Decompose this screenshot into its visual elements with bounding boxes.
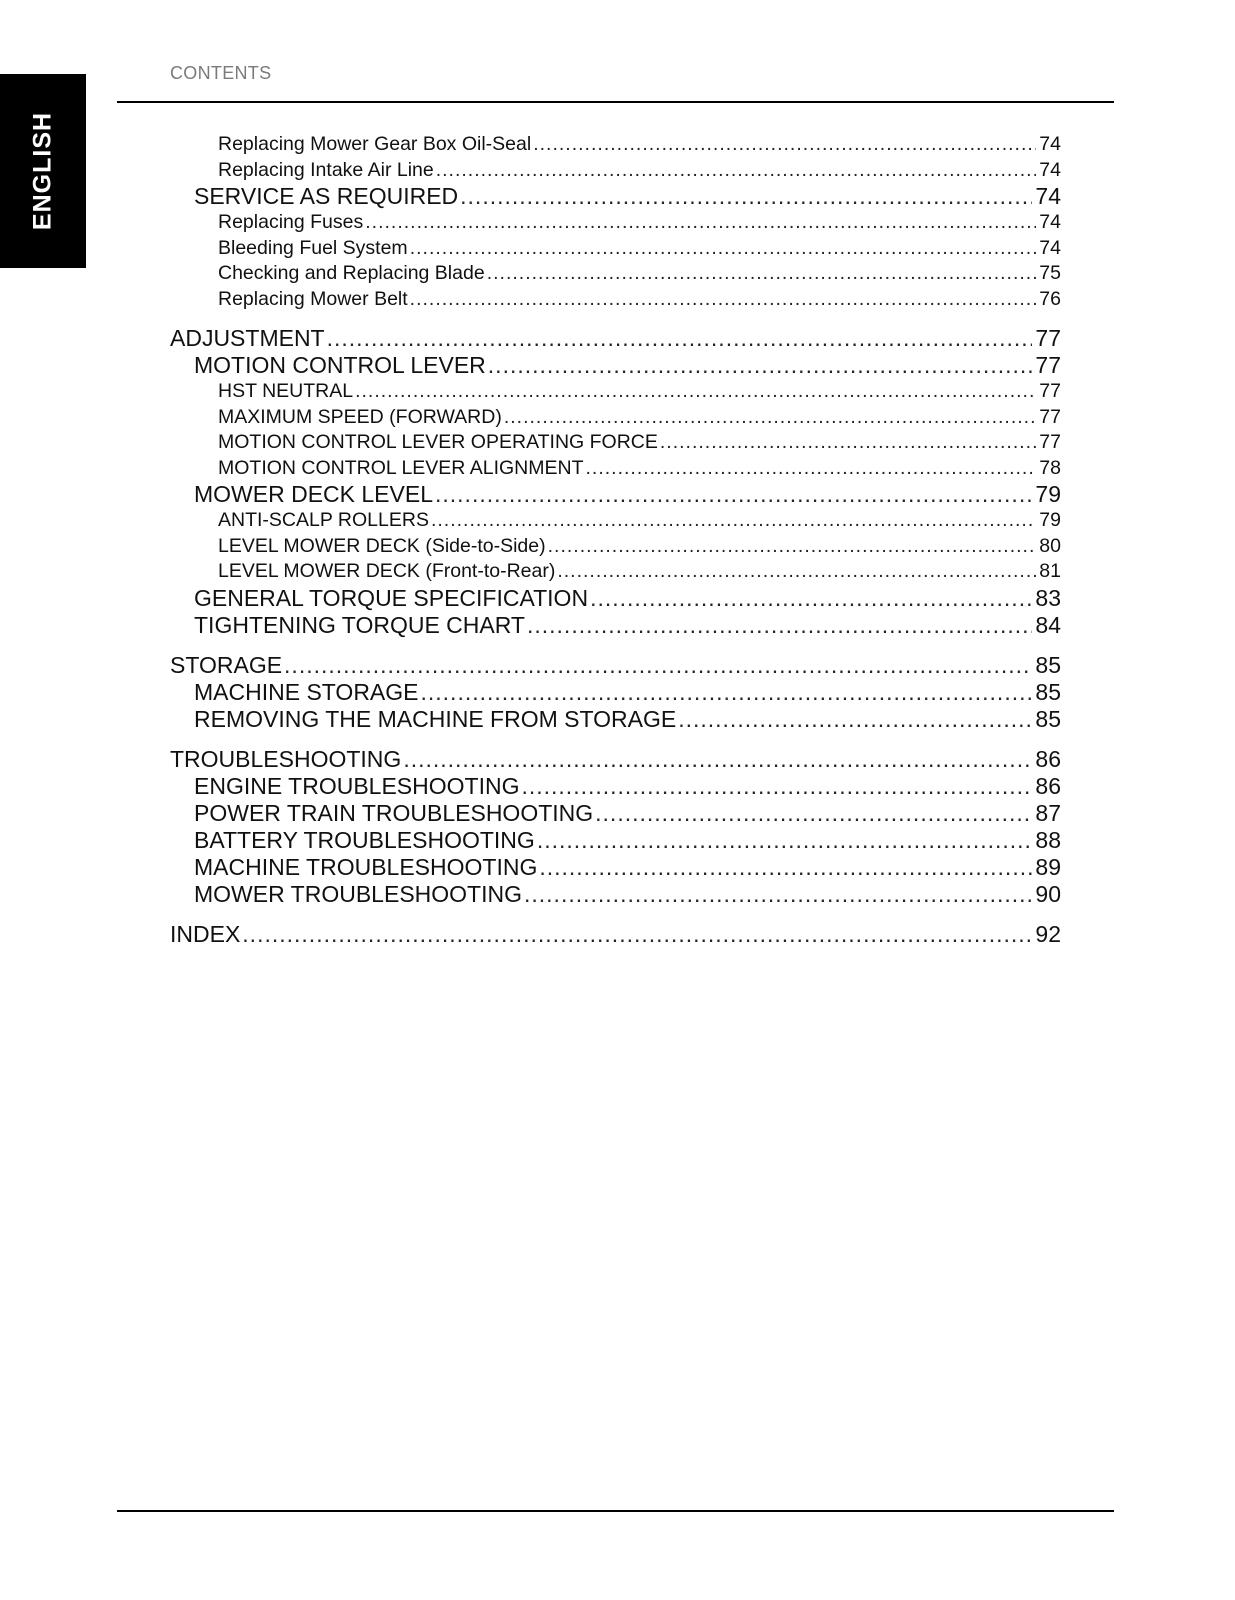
toc-entry-title: Replacing Mower Belt	[218, 287, 408, 310]
toc-entry-title: LEVEL MOWER DECK (Front-to-Rear)	[218, 560, 556, 582]
dot-leader	[586, 456, 1037, 482]
dot-leader	[487, 261, 1037, 287]
toc-entry-title: TIGHTENING TORQUE CHART	[194, 611, 525, 638]
toc-entry[interactable]	[170, 325, 1061, 352]
toc-entry-title: SERVICE AS REQUIRED	[194, 183, 459, 209]
toc-entry[interactable]	[170, 287, 1061, 313]
dot-leader	[678, 706, 1032, 733]
toc-entry[interactable]	[170, 158, 1061, 184]
dot-leader	[595, 800, 1032, 827]
toc-entry[interactable]	[170, 210, 1061, 236]
toc-entry-page: 84	[1035, 611, 1061, 638]
toc-entry-page: 74	[1039, 211, 1061, 233]
toc-entry-title: MAXIMUM SPEED (FORWARD)	[218, 405, 502, 428]
toc-entry-page: 90	[1035, 880, 1061, 907]
toc-entry-title: STORAGE	[170, 651, 283, 678]
toc-entry-title: MOTION CONTROL LEVER ALIGNMENT	[218, 456, 584, 479]
language-side-tab	[0, 74, 86, 268]
dot-leader	[421, 679, 1033, 706]
toc-entry-page: 74	[1039, 158, 1061, 181]
toc-entry-page: 85	[1035, 678, 1061, 705]
dot-leader	[539, 854, 1032, 881]
toc-entry[interactable]	[170, 132, 1061, 158]
toc-entry[interactable]	[170, 559, 1061, 585]
toc-entry-title: MOTION CONTROL LEVER	[194, 352, 486, 378]
toc-entry[interactable]	[170, 827, 1061, 854]
dot-leader	[660, 430, 1036, 456]
toc-entry-page: 86	[1035, 745, 1061, 772]
dot-leader	[327, 325, 1033, 352]
toc-entry-title: ADJUSTMENT	[170, 325, 325, 351]
dot-leader	[557, 559, 1036, 585]
dot-leader	[460, 183, 1032, 210]
toc-entry[interactable]	[170, 379, 1061, 405]
dot-leader	[365, 210, 1036, 236]
toc-entry-title: Bleeding Fuel System	[218, 236, 408, 259]
toc-entry-page: 79	[1035, 481, 1061, 507]
toc-entry-title: MOWER TROUBLESHOOTING	[194, 880, 522, 907]
toc-entry[interactable]	[170, 585, 1061, 612]
toc-entry[interactable]	[170, 679, 1061, 706]
dot-leader	[355, 379, 1036, 405]
toc-entry-page: 86	[1035, 772, 1061, 799]
toc-entry-title: TROUBLESHOOTING	[170, 745, 402, 772]
toc-entry[interactable]	[170, 746, 1061, 773]
dot-leader	[504, 405, 1036, 431]
dot-leader	[242, 921, 1032, 948]
toc-entry-page: 77	[1039, 405, 1061, 428]
dot-leader	[435, 481, 1032, 508]
toc-entry-page: 76	[1039, 287, 1061, 310]
toc-entry-page: 85	[1035, 651, 1061, 678]
toc-entry[interactable]	[170, 352, 1061, 379]
toc-entry[interactable]	[170, 430, 1061, 456]
running-header: CONTENTS	[170, 63, 272, 83]
toc-entry-title: Checking and Replacing Blade	[218, 262, 485, 284]
toc-entry-title: BATTERY TROUBLESHOOTING	[194, 826, 535, 853]
toc-entry-page: 74	[1039, 236, 1061, 259]
toc-entry[interactable]	[170, 405, 1061, 431]
toc-entry-title: MOTION CONTROL LEVER OPERATING FORCE	[218, 431, 658, 453]
toc-entry[interactable]	[170, 236, 1061, 262]
dot-leader	[410, 287, 1037, 313]
toc-entry-page: 83	[1035, 584, 1061, 611]
toc-entry-page: 79	[1039, 509, 1061, 531]
toc-entry-page: 81	[1039, 560, 1061, 582]
dot-leader	[590, 585, 1032, 612]
toc-entry-title: Replacing Intake Air Line	[218, 158, 434, 181]
dot-leader	[284, 652, 1032, 679]
toc-entry-page: 77	[1035, 352, 1061, 378]
toc-entry-title: ANTI-SCALP ROLLERS	[218, 509, 429, 531]
language-tab-label: ENGLISH	[28, 111, 57, 231]
toc-entry-title: MACHINE TROUBLESHOOTING	[194, 853, 538, 880]
table-of-contents	[170, 132, 1061, 948]
toc-entry[interactable]	[170, 706, 1061, 733]
toc-entry[interactable]	[170, 854, 1061, 881]
toc-entry-page: 77	[1039, 431, 1061, 453]
toc-entry[interactable]	[170, 183, 1061, 210]
toc-entry-page: 87	[1035, 799, 1061, 826]
toc-entry-page: 92	[1035, 920, 1061, 947]
toc-entry-page: 85	[1035, 705, 1061, 732]
toc-entry-title: MACHINE STORAGE	[194, 678, 419, 705]
toc-entry[interactable]	[170, 800, 1061, 827]
dot-leader	[524, 881, 1032, 908]
dot-leader	[488, 352, 1033, 379]
toc-entry-title: ENGINE TROUBLESHOOTING	[194, 772, 520, 799]
toc-entry-page: 77	[1035, 325, 1061, 351]
header-rule	[117, 101, 1114, 103]
dot-leader	[403, 746, 1032, 773]
toc-entry-title: LEVEL MOWER DECK (Side-to-Side)	[218, 534, 546, 557]
dot-leader	[548, 534, 1037, 560]
toc-entry-title: HST NEUTRAL	[218, 380, 354, 402]
toc-entry-title: POWER TRAIN TROUBLESHOOTING	[194, 799, 594, 826]
toc-entry[interactable]	[170, 508, 1061, 534]
toc-entry[interactable]	[170, 652, 1061, 679]
toc-entry-page: 77	[1039, 380, 1061, 402]
dot-leader	[527, 612, 1032, 639]
toc-entry-page: 88	[1035, 826, 1061, 853]
toc-entry[interactable]	[170, 481, 1061, 508]
toc-entry[interactable]	[170, 261, 1061, 287]
toc-entry-title: MOWER DECK LEVEL	[194, 481, 433, 507]
toc-entry-title: GENERAL TORQUE SPECIFICATION	[194, 584, 589, 611]
toc-entry[interactable]	[170, 612, 1061, 639]
toc-entry-title: INDEX	[170, 920, 241, 947]
dot-leader	[436, 158, 1037, 184]
dot-leader	[537, 827, 1033, 854]
toc-entry-page: 89	[1035, 853, 1061, 880]
toc-entry-page: 74	[1035, 183, 1061, 209]
toc-entry[interactable]	[170, 456, 1061, 482]
toc-entry-page: 75	[1039, 262, 1061, 284]
toc-entry-page: 74	[1039, 133, 1061, 155]
toc-entry[interactable]	[170, 773, 1061, 800]
toc-entry-title: Replacing Fuses	[218, 211, 364, 233]
dot-leader	[521, 773, 1032, 800]
toc-entry[interactable]	[170, 921, 1061, 948]
toc-entry-title: REMOVING THE MACHINE FROM STORAGE	[194, 705, 677, 732]
toc-entry-page: 78	[1039, 456, 1061, 479]
dot-leader	[533, 132, 1036, 158]
toc-entry-page: 80	[1039, 534, 1061, 557]
dot-leader	[431, 508, 1036, 534]
toc-entry[interactable]	[170, 881, 1061, 908]
toc-entry-title: Replacing Mower Gear Box Oil-Seal	[218, 133, 532, 155]
footer-rule	[117, 1510, 1114, 1512]
dot-leader	[410, 236, 1037, 262]
toc-entry[interactable]	[170, 534, 1061, 560]
